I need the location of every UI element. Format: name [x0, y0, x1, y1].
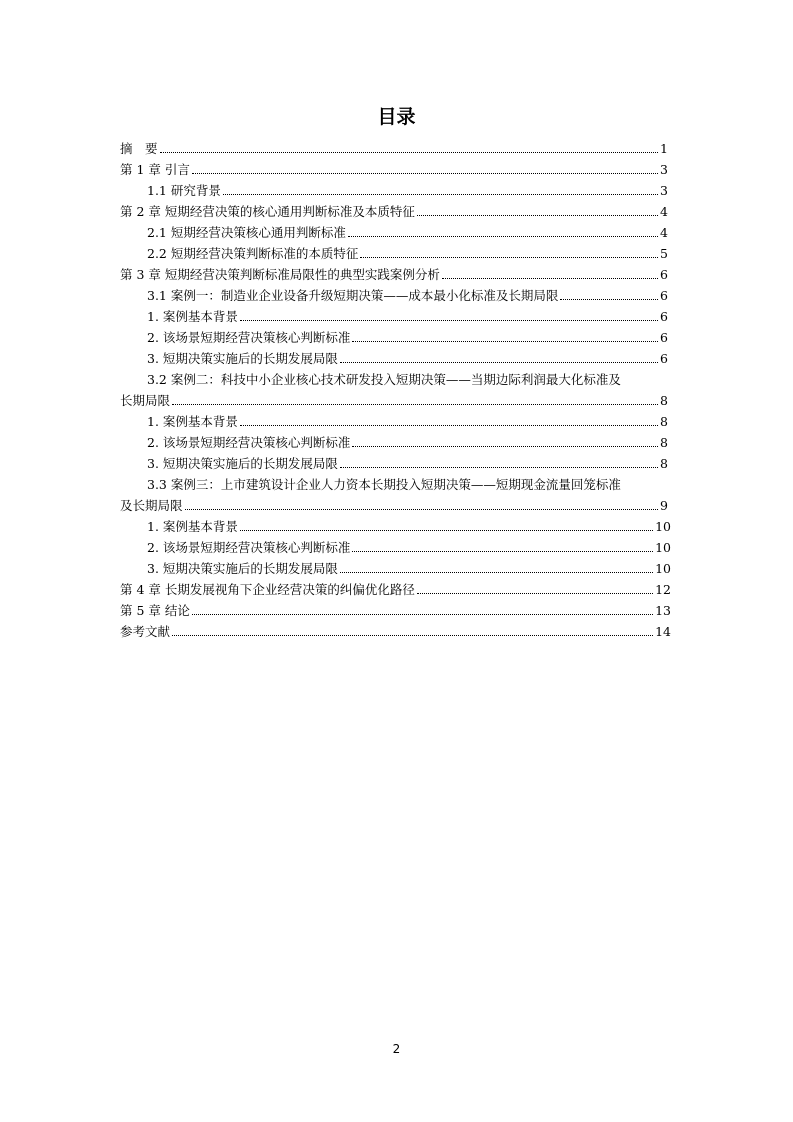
toc-entry-label: 3.1 案例一：制造业企业设备升级短期决策——成本最小化标准及长期局限	[147, 288, 559, 303]
toc-entry-label: 1. 案例基本背景	[147, 414, 238, 429]
dot-leader	[417, 593, 653, 594]
toc-entry-subsection[interactable]	[147, 558, 671, 579]
toc-entry-page: 10	[655, 540, 671, 555]
toc-entry-label: 第 2 章 短期经营决策的核心通用判断标准及本质特征	[120, 204, 415, 219]
toc-entry-page: 12	[655, 582, 671, 597]
toc-entry-chapter-5[interactable]	[120, 600, 671, 621]
dot-leader	[442, 278, 658, 279]
dot-leader	[560, 299, 658, 300]
toc-entry-chapter-4[interactable]	[120, 579, 671, 600]
toc-entry-subsection[interactable]	[147, 516, 671, 537]
toc-entry-label: 2.1 短期经营决策核心通用判断标准	[147, 225, 346, 240]
toc-entry-page: 8	[660, 414, 668, 429]
toc-entry-page: 10	[655, 519, 671, 534]
toc-entry-page: 3	[660, 162, 668, 177]
dot-leader	[185, 509, 659, 510]
toc-entry-label: 3. 短期决策实施后的长期发展局限	[147, 351, 338, 366]
toc-entry-subsection[interactable]	[147, 411, 668, 432]
toc-entry-page: 4	[660, 225, 668, 240]
toc-title: 目录	[377, 106, 416, 128]
toc-entry-section-1-1[interactable]	[147, 180, 668, 201]
toc-entry-page: 1	[660, 141, 668, 156]
toc-entry-chapter-2[interactable]	[120, 201, 668, 222]
toc-entry-page: 8	[660, 435, 668, 450]
toc-entry-label: 第 4 章 长期发展视角下企业经营决策的纠偏优化路径	[120, 582, 415, 597]
toc-entry-label: 1.1 研究背景	[147, 183, 221, 198]
toc-entry-section-3-2-cont[interactable]	[120, 390, 668, 411]
toc-entry-subsection[interactable]	[147, 537, 671, 558]
toc-entry-label: 3. 短期决策实施后的长期发展局限	[147, 561, 338, 576]
toc-entry-page: 6	[660, 288, 668, 303]
dot-leader	[172, 404, 658, 405]
toc-entry-chapter-1[interactable]	[120, 159, 668, 180]
toc-entry-label: 第 1 章 引言	[120, 162, 190, 177]
toc-entry-chapter-3[interactable]	[120, 264, 668, 285]
toc-entry-label: 2. 该场景短期经营决策核心判断标准	[147, 540, 351, 555]
dot-leader	[192, 614, 653, 615]
toc-entry-page: 4	[660, 204, 668, 219]
dot-leader	[160, 152, 659, 153]
dot-leader	[340, 572, 653, 573]
toc-entry-subsection[interactable]	[147, 306, 668, 327]
dot-leader	[172, 635, 653, 636]
page-number: 2	[392, 1042, 401, 1056]
toc-entry-label: 长期局限	[120, 393, 171, 408]
dot-leader	[417, 215, 658, 216]
toc-entry-subsection[interactable]	[147, 432, 668, 453]
toc-entry-section-3-3-cont[interactable]	[120, 495, 668, 516]
toc-entry-page: 10	[655, 561, 671, 576]
toc-entry-label: 参考文献	[120, 624, 171, 639]
toc-entry-label: 及长期局限	[120, 498, 183, 513]
dot-leader	[240, 530, 653, 531]
toc-entry-page: 6	[660, 330, 668, 345]
toc-entry-label: 2. 该场景短期经营决策核心判断标准	[147, 330, 351, 345]
toc-entry-page: 14	[655, 624, 671, 639]
toc-entry-section-2-2[interactable]	[147, 243, 668, 264]
toc-entry-page: 5	[660, 246, 668, 261]
toc-entry-page: 6	[660, 267, 668, 282]
toc-entry-page: 3	[660, 183, 668, 198]
toc-entry-page: 8	[660, 456, 668, 471]
dot-leader	[352, 341, 658, 342]
toc-entry-subsection[interactable]	[147, 453, 668, 474]
toc-entry-page: 8	[660, 393, 668, 408]
dot-leader	[340, 467, 658, 468]
dot-leader	[348, 236, 658, 237]
toc-entry-page: 6	[660, 351, 668, 366]
dot-leader	[352, 446, 658, 447]
dot-leader	[340, 362, 658, 363]
toc-entry-section-3-2[interactable]: 3.2 案例二：科技中小企业核心技术研发投入短期决策——当期边际利润最大化标准及	[147, 372, 621, 387]
dot-leader	[240, 425, 658, 426]
toc-entry-section-3-1[interactable]	[147, 285, 668, 306]
toc-entry-label: 第 5 章 结论	[120, 603, 190, 618]
toc-entry-label: 1. 案例基本背景	[147, 519, 238, 534]
dot-leader	[360, 257, 658, 258]
toc-entry-page: 6	[660, 309, 668, 324]
toc-entry-subsection[interactable]	[147, 348, 668, 369]
toc-entry-page: 13	[655, 603, 671, 618]
dot-leader	[223, 194, 658, 195]
toc-entry-label: 1. 案例基本背景	[147, 309, 238, 324]
toc-entry-label: 第 3 章 短期经营决策判断标准局限性的典型实践案例分析	[120, 267, 440, 282]
toc-entry-label: 3. 短期决策实施后的长期发展局限	[147, 456, 338, 471]
dot-leader	[192, 173, 658, 174]
toc-entry-subsection[interactable]	[147, 327, 668, 348]
toc-entry-page: 9	[660, 498, 668, 513]
dot-leader	[352, 551, 653, 552]
toc-entry-references[interactable]	[120, 621, 671, 642]
toc-entry-section-2-1[interactable]	[147, 222, 668, 243]
toc-entry-section-3-3[interactable]: 3.3 案例三：上市建筑设计企业人力资本长期投入短期决策——短期现金流量回笼标准	[147, 477, 621, 492]
toc-entry-label: 2. 该场景短期经营决策核心判断标准	[147, 435, 351, 450]
toc-entry-label: 摘 要	[120, 141, 158, 156]
dot-leader	[240, 320, 658, 321]
toc-entry-abstract[interactable]	[120, 138, 668, 159]
toc-entry-label: 2.2 短期经营决策判断标准的本质特征	[147, 246, 359, 261]
